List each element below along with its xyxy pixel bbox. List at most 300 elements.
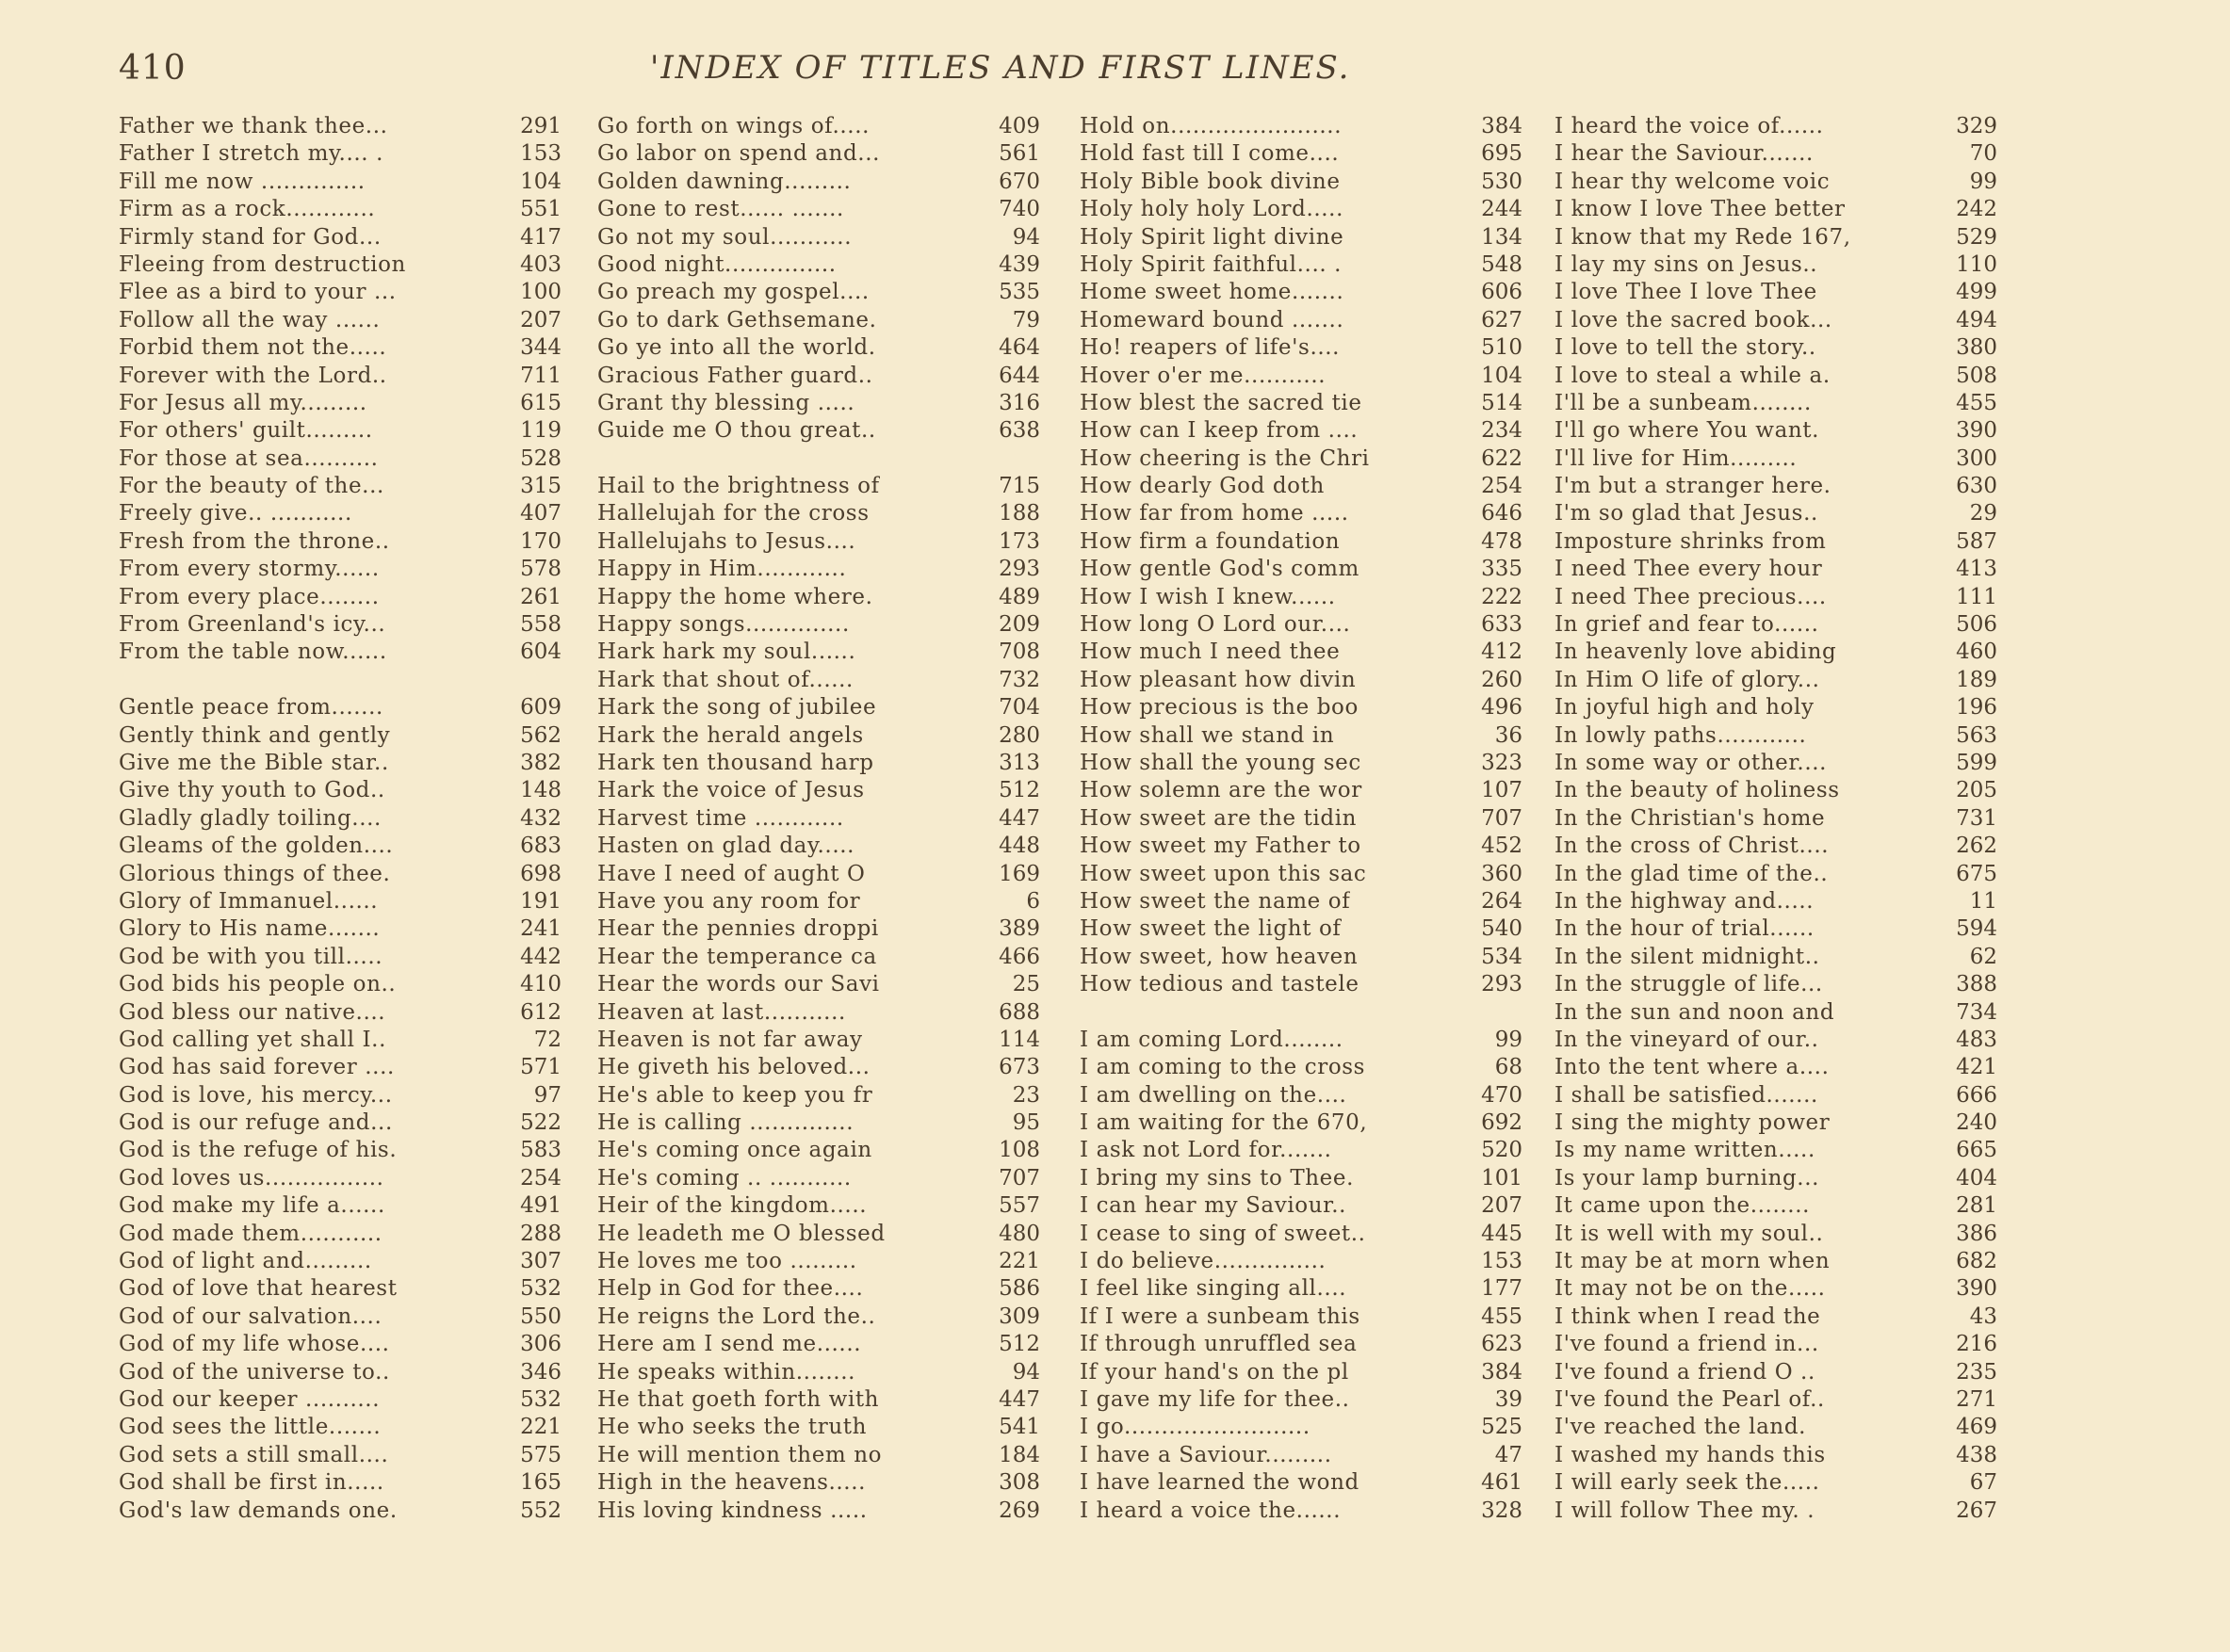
entry-title: I love the sacred book... xyxy=(1554,307,1832,332)
index-entry xyxy=(1554,915,1997,943)
index-entry xyxy=(1080,1304,1522,1331)
index-entry xyxy=(1080,915,1522,943)
entry-hymn-number: 483 xyxy=(1956,1027,1997,1052)
index-entry xyxy=(597,1192,1040,1220)
entry-title: If through unruffled sea xyxy=(1080,1332,1358,1357)
entry-title: God is our refuge and... xyxy=(119,1110,393,1136)
entry-hymn-number: 557 xyxy=(999,1193,1040,1219)
index-entry xyxy=(1554,196,1997,223)
entry-title: Freely give.. ........... xyxy=(119,501,352,526)
section-gap xyxy=(119,667,562,694)
entry-hymn-number: 480 xyxy=(999,1221,1040,1246)
index-entry xyxy=(597,1442,1040,1469)
entry-title: He loves me too ......... xyxy=(597,1249,857,1274)
entry-hymn-number: 242 xyxy=(1956,197,1997,222)
entry-title: I think when I read the xyxy=(1554,1304,1821,1329)
index-entry xyxy=(119,1331,562,1358)
entry-hymn-number: 62 xyxy=(1969,944,1997,969)
index-entry xyxy=(597,722,1040,750)
entry-hymn-number: 39 xyxy=(1494,1386,1522,1412)
entry-title: Firm as a rock............ xyxy=(119,197,376,222)
entry-hymn-number: 205 xyxy=(1956,778,1997,803)
entry-hymn-number: 384 xyxy=(1481,114,1522,138)
entry-title: For those at sea.......... xyxy=(119,445,379,471)
entry-title: I am coming to the cross xyxy=(1080,1055,1366,1080)
entry-hymn-number: 494 xyxy=(1956,307,1997,332)
index-column-1 xyxy=(119,113,562,1525)
index-entry xyxy=(119,473,562,500)
index-entry xyxy=(597,777,1040,804)
index-entry xyxy=(597,1304,1040,1331)
index-entry xyxy=(1080,1027,1522,1054)
index-entry xyxy=(1554,1027,1997,1054)
entry-title: Hold on....................... xyxy=(1080,114,1343,138)
entry-title: He speaks within........ xyxy=(597,1359,856,1385)
entry-title: How pleasant how divin xyxy=(1080,667,1357,692)
index-entry xyxy=(119,777,562,804)
index-entry xyxy=(119,528,562,556)
entry-hymn-number: 254 xyxy=(520,1165,562,1190)
entry-hymn-number: 692 xyxy=(1481,1110,1522,1136)
index-entry xyxy=(119,944,562,971)
entry-title: I need Thee precious.... xyxy=(1554,584,1827,609)
entry-title: I have learned the wond xyxy=(1080,1470,1359,1496)
entry-title: Harvest time ............ xyxy=(597,805,844,831)
index-entry xyxy=(119,722,562,750)
entry-title: He reigns the Lord the.. xyxy=(597,1304,876,1329)
index-entry xyxy=(1554,445,1997,473)
entry-hymn-number: 328 xyxy=(1481,1498,1522,1523)
index-entry xyxy=(1080,363,1522,390)
index-entry xyxy=(1554,1498,1997,1525)
entry-hymn-number: 571 xyxy=(520,1055,562,1080)
entry-hymn-number: 707 xyxy=(999,1165,1040,1190)
entry-title: It may be at morn when xyxy=(1554,1249,1831,1274)
entry-title: I've reached the land. xyxy=(1554,1415,1807,1440)
entry-title: God of my life whose.... xyxy=(119,1332,390,1357)
entry-title: Give thy youth to God.. xyxy=(119,778,385,803)
entry-title: I hear thy welcome voic xyxy=(1554,169,1831,194)
index-entry xyxy=(597,196,1040,223)
entry-title: Fleeing from destruction xyxy=(119,251,406,277)
entry-title: I'm but a stranger here. xyxy=(1554,474,1831,499)
entry-title: Holy holy holy Lord..... xyxy=(1080,197,1344,222)
entry-title: Glory of Immanuel...... xyxy=(119,888,379,914)
entry-title: Happy in Him............ xyxy=(597,557,847,582)
entry-title: Glory to His name....... xyxy=(119,916,381,942)
entry-hymn-number: 460 xyxy=(1956,640,1997,665)
running-title: 'INDEX OF TITLES AND FIRST LINES. xyxy=(650,49,1351,87)
entry-hymn-number: 695 xyxy=(1481,141,1522,167)
index-entry xyxy=(597,611,1040,639)
index-entry xyxy=(1554,694,1997,721)
index-entry xyxy=(597,805,1040,833)
entry-title: God sees the little....... xyxy=(119,1415,382,1440)
entry-hymn-number: 384 xyxy=(1481,1359,1522,1385)
entry-hymn-number: 380 xyxy=(1956,335,1997,361)
index-entry xyxy=(597,363,1040,390)
entry-hymn-number: 388 xyxy=(1956,972,1997,997)
entry-hymn-number: 522 xyxy=(520,1110,562,1136)
entry-hymn-number: 79 xyxy=(1012,307,1040,332)
entry-title: Hasten on glad day..... xyxy=(597,834,855,859)
entry-title: Father we thank thee... xyxy=(119,114,388,138)
index-entry xyxy=(1080,694,1522,721)
entry-hymn-number: 281 xyxy=(1956,1193,1997,1219)
entry-title: I heard a voice the...... xyxy=(1080,1498,1342,1523)
index-entry xyxy=(1554,1165,1997,1192)
index-entry xyxy=(597,1221,1040,1248)
entry-title: How sweet upon this sac xyxy=(1080,861,1367,886)
entry-hymn-number: 541 xyxy=(999,1415,1040,1440)
entry-title: God of our salvation.... xyxy=(119,1304,383,1329)
index-entry xyxy=(597,584,1040,611)
index-entry xyxy=(597,1331,1040,1358)
entry-hymn-number: 599 xyxy=(1956,750,1997,775)
index-entry xyxy=(1080,971,1522,998)
index-entry xyxy=(119,611,562,639)
index-column-3 xyxy=(1080,113,1522,1525)
entry-hymn-number: 99 xyxy=(1969,169,1997,194)
entry-title: Glorious things of thee. xyxy=(119,861,391,886)
entry-title: How dearly God doth xyxy=(1080,474,1325,499)
index-entry xyxy=(1554,722,1997,750)
index-entry xyxy=(119,1221,562,1248)
index-entry xyxy=(1554,279,1997,306)
index-entry xyxy=(1080,944,1522,971)
entry-title: In the struggle of life... xyxy=(1554,972,1823,997)
entry-hymn-number: 688 xyxy=(999,999,1040,1025)
entry-hymn-number: 670 xyxy=(999,169,1040,194)
entry-hymn-number: 300 xyxy=(1956,445,1997,471)
index-entry xyxy=(1080,750,1522,777)
entry-title: Happy the home where. xyxy=(597,584,873,609)
entry-title: Gently think and gently xyxy=(119,722,391,748)
entry-hymn-number: 464 xyxy=(999,335,1040,361)
entry-title: His loving kindness ..... xyxy=(597,1498,868,1523)
entry-hymn-number: 101 xyxy=(1481,1165,1522,1190)
entry-title: God our keeper .......... xyxy=(119,1386,381,1412)
index-entry xyxy=(119,251,562,279)
entry-hymn-number: 558 xyxy=(520,612,562,638)
entry-hymn-number: 478 xyxy=(1481,528,1522,554)
entry-hymn-number: 563 xyxy=(1956,722,1997,748)
index-entry xyxy=(597,417,1040,445)
entry-hymn-number: 240 xyxy=(1956,1110,1997,1136)
entry-title: Gentle peace from....... xyxy=(119,695,383,721)
entry-title: Go labor on spend and... xyxy=(597,141,881,167)
entry-hymn-number: 421 xyxy=(1956,1055,1997,1080)
entry-title: How firm a foundation xyxy=(1080,528,1341,554)
entry-title: Hark ten thousand harp xyxy=(597,750,874,775)
entry-hymn-number: 43 xyxy=(1969,1304,1997,1329)
entry-title: In joyful high and holy xyxy=(1554,695,1815,721)
entry-hymn-number: 410 xyxy=(520,972,562,997)
index-entry xyxy=(1080,473,1522,500)
index-entry xyxy=(1080,140,1522,168)
entry-hymn-number: 734 xyxy=(1956,999,1997,1025)
index-entry xyxy=(1554,999,1997,1027)
entry-hymn-number: 715 xyxy=(999,474,1040,499)
index-entry xyxy=(1554,777,1997,804)
entry-hymn-number: 153 xyxy=(520,141,562,167)
index-entry xyxy=(597,667,1040,694)
entry-title: Hail to the brightness of xyxy=(597,474,880,499)
entry-hymn-number: 134 xyxy=(1481,224,1522,250)
entry-title: How blest the sacred tie xyxy=(1080,390,1362,415)
entry-title: How sweet are the tidin xyxy=(1080,805,1358,831)
entry-title: Holy Spirit faithful.... . xyxy=(1080,251,1343,277)
index-entry xyxy=(1554,639,1997,666)
entry-title: How shall we stand in xyxy=(1080,722,1335,748)
entry-title: He's coming .. ........... xyxy=(597,1165,852,1190)
index-entry xyxy=(119,500,562,527)
entry-title: I ask not Lord for....... xyxy=(1080,1138,1332,1163)
entry-title: He giveth his beloved... xyxy=(597,1055,871,1080)
entry-title: God of light and......... xyxy=(119,1249,372,1274)
entry-hymn-number: 390 xyxy=(1956,418,1997,444)
entry-title: Father I stretch my.... . xyxy=(119,141,383,167)
index-entry xyxy=(597,251,1040,279)
entry-hymn-number: 698 xyxy=(520,861,562,886)
entry-hymn-number: 390 xyxy=(1956,1276,1997,1302)
index-entry xyxy=(597,169,1040,196)
index-entry xyxy=(1080,777,1522,804)
entry-title: Golden dawning......... xyxy=(597,169,852,194)
entry-title: For Jesus all my......... xyxy=(119,390,367,415)
index-entry xyxy=(1080,417,1522,445)
entry-title: In the Christian's home xyxy=(1554,805,1826,831)
entry-title: In the highway and..... xyxy=(1554,888,1815,914)
entry-hymn-number: 148 xyxy=(520,778,562,803)
entry-title: In some way or other.... xyxy=(1554,750,1828,775)
entry-hymn-number: 291 xyxy=(520,114,562,138)
entry-hymn-number: 315 xyxy=(520,474,562,499)
entry-title: Hold fast till I come.... xyxy=(1080,141,1340,167)
index-entry xyxy=(1080,1165,1522,1192)
entry-title: I shall be satisfied....... xyxy=(1554,1082,1818,1108)
entry-hymn-number: 489 xyxy=(999,584,1040,609)
entry-title: It may not be on the..... xyxy=(1554,1276,1826,1302)
index-entry xyxy=(1080,1442,1522,1469)
entry-title: Hallelujah for the cross xyxy=(597,501,870,526)
index-entry xyxy=(119,334,562,362)
entry-title: How much I need thee xyxy=(1080,640,1341,665)
entry-hymn-number: 389 xyxy=(999,916,1040,942)
entry-hymn-number: 452 xyxy=(1481,834,1522,859)
entry-title: Go not my soul........... xyxy=(597,224,853,250)
section-gap xyxy=(1080,999,1522,1027)
entry-title: Gleams of the golden.... xyxy=(119,834,394,859)
entry-title: He leadeth me O blessed xyxy=(597,1221,886,1246)
entry-title: Hark hark my soul...... xyxy=(597,640,856,665)
entry-title: Heir of the kingdom..... xyxy=(597,1193,868,1219)
entry-hymn-number: 241 xyxy=(520,916,562,942)
entry-title: Home sweet home....... xyxy=(1080,280,1344,305)
index-entry xyxy=(119,888,562,915)
index-entry xyxy=(119,1469,562,1497)
index-entry xyxy=(597,1054,1040,1081)
entry-hymn-number: 335 xyxy=(1481,557,1522,582)
entry-hymn-number: 23 xyxy=(1012,1082,1040,1108)
entry-hymn-number: 165 xyxy=(520,1470,562,1496)
entry-title: I will early seek the..... xyxy=(1554,1470,1820,1496)
entry-hymn-number: 235 xyxy=(1956,1359,1997,1385)
index-entry xyxy=(1554,1414,1997,1441)
entry-title: I'm so glad that Jesus.. xyxy=(1554,501,1818,526)
entry-hymn-number: 184 xyxy=(999,1442,1040,1467)
index-entry xyxy=(1080,722,1522,750)
entry-title: I know I love Thee better xyxy=(1554,197,1846,222)
entry-hymn-number: 329 xyxy=(1956,114,1997,138)
entry-hymn-number: 646 xyxy=(1481,501,1522,526)
index-entry xyxy=(597,1498,1040,1525)
entry-title: God bids his people on.. xyxy=(119,972,397,997)
index-entry xyxy=(119,169,562,196)
index-entry xyxy=(1554,1192,1997,1220)
entry-title: In Him O life of glory... xyxy=(1554,667,1820,692)
entry-hymn-number: 119 xyxy=(520,418,562,444)
index-entry xyxy=(1080,1109,1522,1137)
entry-title: Gracious Father guard.. xyxy=(597,363,873,388)
index-entry xyxy=(119,1386,562,1414)
entry-title: I cease to sing of sweet.. xyxy=(1080,1221,1366,1246)
index-entry xyxy=(1554,1221,1997,1248)
entry-hymn-number: 587 xyxy=(1956,528,1997,554)
index-entry xyxy=(597,334,1040,362)
entry-title: God calling yet shall I.. xyxy=(119,1027,386,1052)
entry-hymn-number: 638 xyxy=(999,418,1040,444)
entry-hymn-number: 499 xyxy=(1956,280,1997,305)
entry-hymn-number: 466 xyxy=(999,944,1040,969)
index-entry xyxy=(119,1137,562,1164)
index-entry xyxy=(1554,1469,1997,1497)
entry-hymn-number: 309 xyxy=(999,1304,1040,1329)
entry-title: Is your lamp burning... xyxy=(1554,1165,1820,1190)
index-entry xyxy=(119,390,562,417)
entry-hymn-number: 104 xyxy=(1481,363,1522,388)
index-entry xyxy=(119,1248,562,1275)
entry-hymn-number: 461 xyxy=(1481,1470,1522,1496)
index-entry xyxy=(1080,833,1522,860)
index-entry xyxy=(1554,805,1997,833)
entry-title: Have you any room for xyxy=(597,888,861,914)
index-entry xyxy=(1080,888,1522,915)
entry-title: Imposture shrinks from xyxy=(1554,528,1827,554)
index-entry xyxy=(597,694,1040,721)
entry-title: I can hear my Saviour.. xyxy=(1080,1193,1347,1219)
index-entry xyxy=(1080,1221,1522,1248)
index-entry xyxy=(597,500,1040,527)
entry-title: Is my name written..... xyxy=(1554,1138,1815,1163)
entry-title: How sweet the light of xyxy=(1080,916,1342,942)
entry-hymn-number: 551 xyxy=(520,197,562,222)
entry-title: God shall be first in..... xyxy=(119,1470,384,1496)
entry-title: God loves us................ xyxy=(119,1165,384,1190)
entry-title: How far from home ..... xyxy=(1080,501,1349,526)
entry-hymn-number: 439 xyxy=(999,251,1040,277)
entry-hymn-number: 177 xyxy=(1481,1276,1522,1302)
index-entry xyxy=(597,639,1040,666)
entry-hymn-number: 514 xyxy=(1481,390,1522,415)
entry-hymn-number: 260 xyxy=(1481,667,1522,692)
entry-hymn-number: 535 xyxy=(999,280,1040,305)
index-column-4 xyxy=(1554,113,1997,1525)
index-entry xyxy=(1554,113,1997,140)
entry-title: God made them........... xyxy=(119,1221,383,1246)
entry-hymn-number: 188 xyxy=(999,501,1040,526)
entry-title: How tedious and tastele xyxy=(1080,972,1359,997)
entry-title: Go forth on wings of..... xyxy=(597,114,871,138)
index-entry xyxy=(1554,1082,1997,1109)
entry-title: Into the tent where a.... xyxy=(1554,1055,1830,1080)
index-entry xyxy=(119,639,562,666)
entry-hymn-number: 234 xyxy=(1481,418,1522,444)
entry-hymn-number: 413 xyxy=(1956,557,1997,582)
entry-hymn-number: 293 xyxy=(999,557,1040,582)
index-entry xyxy=(597,888,1040,915)
entry-hymn-number: 94 xyxy=(1012,1359,1040,1385)
index-entry xyxy=(597,1414,1040,1441)
index-entry xyxy=(1080,1137,1522,1164)
entry-hymn-number: 307 xyxy=(520,1249,562,1274)
entry-title: He will mention them no xyxy=(597,1442,883,1467)
entry-hymn-number: 540 xyxy=(1481,916,1522,942)
entry-title: I washed my hands this xyxy=(1554,1442,1826,1467)
entry-hymn-number: 221 xyxy=(520,1415,562,1440)
entry-hymn-number: 532 xyxy=(520,1276,562,1302)
entry-hymn-number: 72 xyxy=(533,1027,562,1052)
entry-title: For others' guilt......... xyxy=(119,418,373,444)
entry-title: I'll live for Him......... xyxy=(1554,445,1798,471)
entry-title: How sweet, how heaven xyxy=(1080,944,1359,969)
index-entry xyxy=(597,1469,1040,1497)
entry-hymn-number: 604 xyxy=(520,640,562,665)
entry-hymn-number: 496 xyxy=(1481,695,1522,721)
entry-hymn-number: 534 xyxy=(1481,944,1522,969)
entry-hymn-number: 382 xyxy=(520,750,562,775)
entry-hymn-number: 189 xyxy=(1956,667,1997,692)
index-entry xyxy=(1080,196,1522,223)
entry-hymn-number: 561 xyxy=(999,141,1040,167)
entry-title: In the hour of trial...... xyxy=(1554,916,1815,942)
entry-hymn-number: 711 xyxy=(520,363,562,388)
entry-hymn-number: 438 xyxy=(1956,1442,1997,1467)
index-entry xyxy=(1554,334,1997,362)
index-entry xyxy=(1080,639,1522,666)
entry-title: He's able to keep you fr xyxy=(597,1082,873,1108)
entry-title: How sweet my Father to xyxy=(1080,834,1361,859)
entry-hymn-number: 47 xyxy=(1494,1442,1522,1467)
index-entry xyxy=(1080,1192,1522,1220)
index-entry xyxy=(597,279,1040,306)
entry-title: How I wish I knew...... xyxy=(1080,584,1336,609)
entry-title: Guide me O thou great.. xyxy=(597,418,876,444)
entry-hymn-number: 67 xyxy=(1969,1470,1997,1496)
entry-hymn-number: 529 xyxy=(1956,224,1997,250)
entry-title: I'll go where You want. xyxy=(1554,418,1820,444)
entry-title: Heaven at last........... xyxy=(597,999,846,1025)
entry-title: God has said forever .... xyxy=(119,1055,395,1080)
index-entry xyxy=(1080,279,1522,306)
entry-title: In grief and fear to...... xyxy=(1554,612,1819,638)
entry-hymn-number: 683 xyxy=(520,834,562,859)
index-entry xyxy=(1554,833,1997,860)
entry-hymn-number: 25 xyxy=(1012,972,1040,997)
entry-title: God of the universe to.. xyxy=(119,1359,390,1385)
entry-title: I gave my life for thee.. xyxy=(1080,1386,1350,1412)
entry-title: God sets a still small.... xyxy=(119,1442,389,1467)
